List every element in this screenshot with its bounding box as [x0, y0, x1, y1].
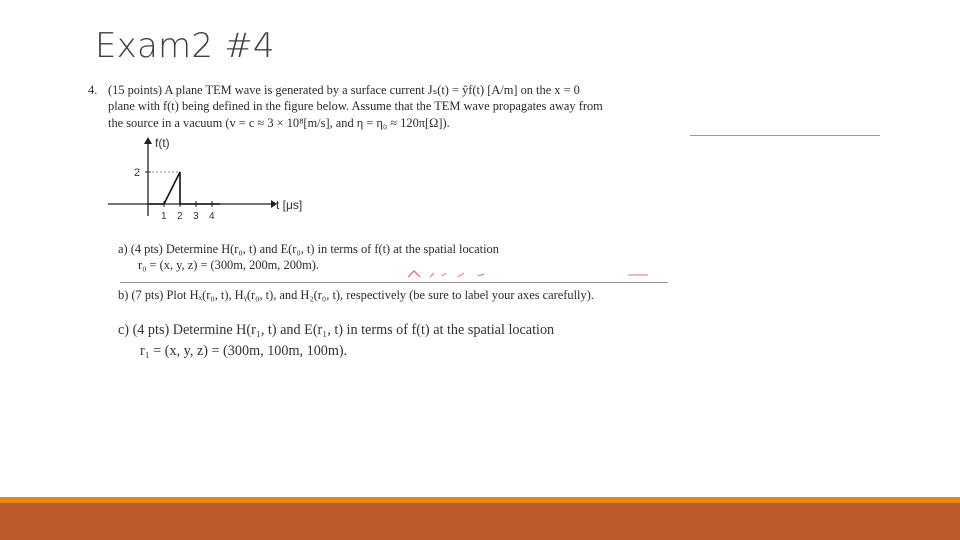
- x-tick-label: 2: [177, 211, 183, 222]
- divider-line: [120, 282, 668, 283]
- y-tick-label: 2: [134, 167, 141, 179]
- x-axis-label: t [μs]: [276, 198, 303, 212]
- ft-plot: [108, 137, 277, 222]
- part-a-line-2: r₀ = (x, y, z) = (300m, 200m, 200m).: [138, 258, 319, 272]
- ft-figure: [103, 132, 333, 227]
- right-rule-line: [690, 135, 880, 136]
- problem-intro-line-1: (15 points) A plane TEM wave is generated by a surface current Jₛ(t) = ŷf(t) [A/m] on the x = 0: [108, 83, 580, 97]
- ft-series-line: [148, 172, 220, 204]
- slide-title: Exam2 #4: [95, 26, 275, 66]
- problem-intro-line-2: plane with f(t) being defined in the figure below. Assume that the TEM wave propagates away from: [108, 99, 603, 113]
- x-tick-label: 4: [209, 211, 215, 222]
- problem-intro-line-3: the source in a vacuum (v = c ≈ 3 × 10⁸[m/s], and η = η₀ ≈ 120π[Ω]).: [108, 116, 450, 130]
- part-c-line-1: c) (4 pts) Determine H(r₁, t) and E(r₁, t) in terms of f(t) at the spatial location: [118, 322, 555, 338]
- y-axis-arrow: [144, 137, 152, 144]
- part-a-line-1: a) (4 pts) Determine H(r₀, t) and E(r₀, t) in terms of f(t) at the spatial location: [118, 242, 499, 256]
- part-b: b) (7 pts) Plot Hₓ(r₀, t), Hᵧ(r₀, t), and H₂(r₀, t), respectively (be sure to label your axes carefully).: [118, 288, 594, 302]
- problem-scan: [88, 77, 688, 372]
- footer-bar: [0, 503, 960, 540]
- x-tick-label: 3: [193, 211, 199, 222]
- red-pen-marks: [398, 269, 678, 281]
- problem-number: 4.: [88, 83, 98, 97]
- part-c-line-2: r₁ = (x, y, z) = (300m, 100m, 100m).: [140, 343, 348, 359]
- x-tick-label: 1: [161, 211, 167, 222]
- y-axis-label: f(t): [155, 136, 170, 150]
